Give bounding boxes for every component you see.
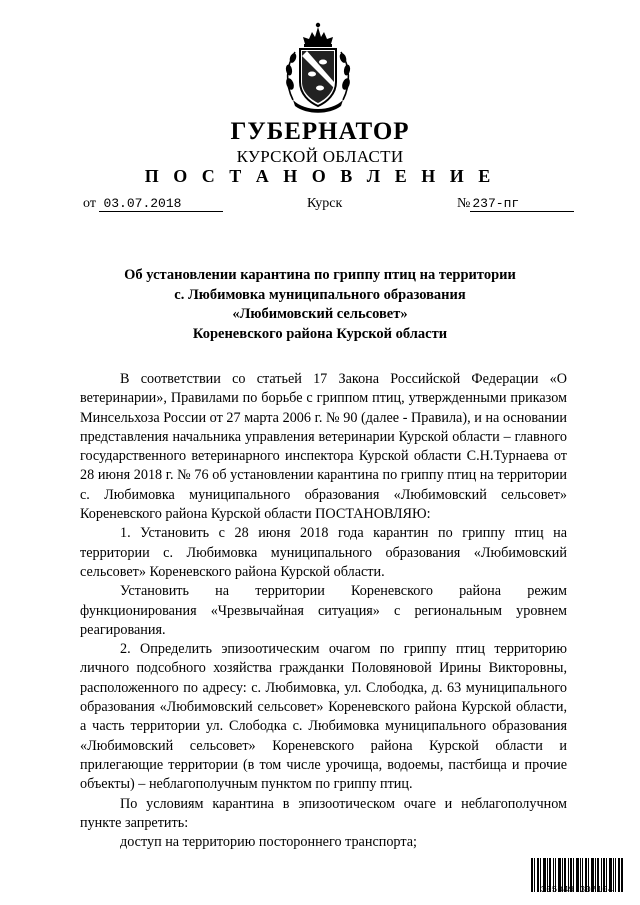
subject-line: Кореневского района Курской области [192,325,448,342]
barcode-number: 305049 307104 [540,885,614,895]
paragraph: Установить на территории Кореневского района режим функционирования «Чрезвычайная ситуация» с региональным уровнем реагирования. [80,583,567,638]
document-number: 237-пг [470,196,574,212]
subject-line: с. Любимовка муниципального образования [174,286,466,303]
document-city: Курск [307,196,343,211]
document-subject [0,266,640,344]
paragraph: По условиям карантина в эпизоотическом очаге и неблагополучном пункте запретить: [80,795,567,831]
coat-of-arms-emblem [283,22,353,116]
document-type: П О С Т А Н О В Л Е Н И Е [144,166,496,186]
number-prefix: № [457,196,471,211]
document-date: 03.07.2018 [99,196,223,212]
paragraph: доступ на территорию постороннего транспорта; [120,834,417,851]
subject-line: Об установлении карантина по гриппу птиц на территории [124,267,516,283]
header-title: ГУБЕРНАТОР [230,118,410,145]
paragraph: 1. Установить с 28 июня 2018 года карантин по гриппу птиц на территории с. Любимовка муниципального образования «Любимовский сельсовет» Кореневского района Курской области. [80,525,567,580]
paragraph: В соответствии со статьей 17 Закона Российской Федерации «О ветеринарии», Правилами по борьбе с гриппом птиц, утвержденными приказом Минсельхоза России от 27 марта 2006 г. № 90 (далее - Правила), и на основании представления начальника управления ветеринарии Курской области – главного государственного ветеринарного инспектора Курской области С.Н.Турнаева от 28 июня 2018 г. № 76 об установлении карантина по гриппу птиц на территории с. Любимовка муниципального образования «Любимовский сельсовет» Кореневского района Курской области ПОСТАНОВЛЯЮ: [80,371,567,523]
date-field [83,196,223,212]
date-prefix: от [83,196,96,211]
paragraph: 2. Определить эпизоотическим очагом по гриппу птиц территорию личного подсобного хозяйства гражданки Половяновой Ирины Викторовны, расположенного по адресу: с. Любимовка, ул. Слободка, д. 63 муниципального образования «Любимовский сельсовет» Кореневского района Курской области, а часть территории ул. Слободка с. Любимовка муниципального образования «Любимовский сельсовет» Кореневского района Курской области и прилегающие территории (в том числе урочища, водоемы, пастбища и прочие объекты) – неблагополучным пунктом по гриппу птиц. [80,641,567,793]
document-body [80,370,567,852]
header-region: КУРСКОЙ ОБЛАСТИ [236,147,404,166]
subject-line: «Любимовский сельсовет» [232,306,408,322]
number-field [457,196,574,212]
